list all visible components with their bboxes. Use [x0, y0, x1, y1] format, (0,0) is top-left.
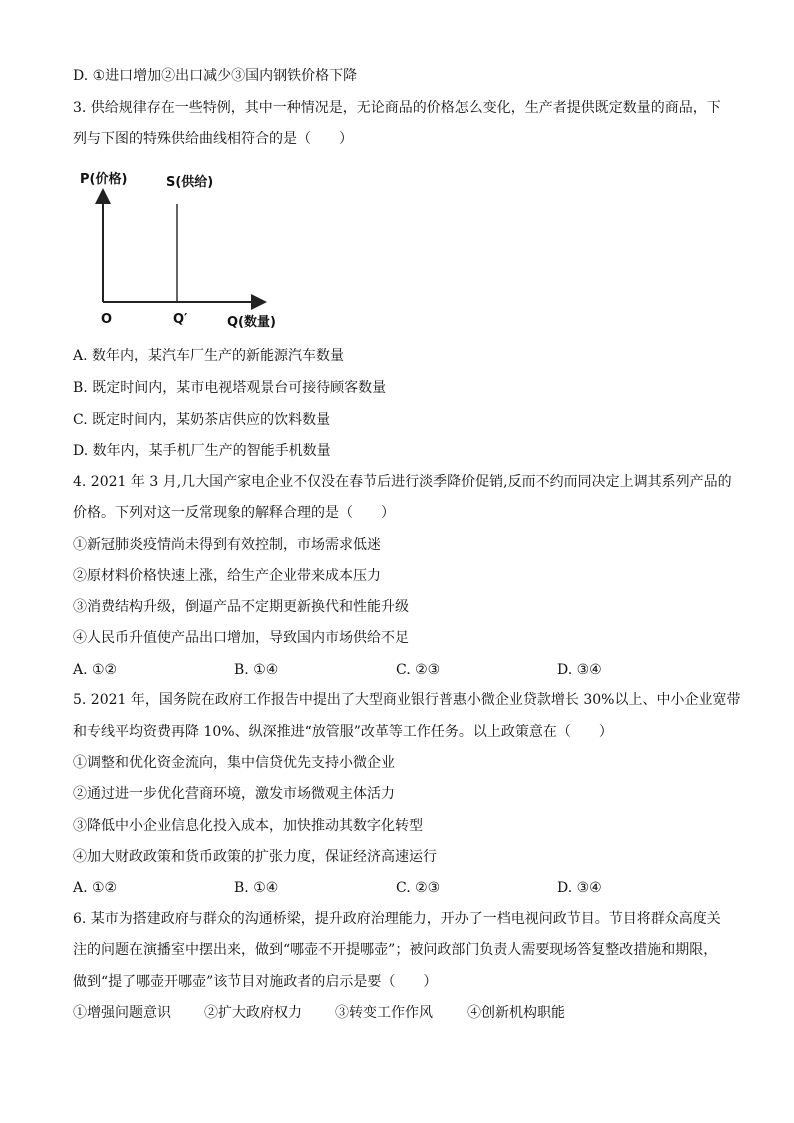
q5-choice-c: C. ②③ [396, 880, 441, 896]
q5-choice-a: A. ①② [73, 880, 118, 896]
q6-stem-line1: 6. 某市为搭建政府与群众的沟通桥梁，提升政府治理能力，开办了一档电视问政节目。节目将群众高度关 [73, 911, 721, 927]
q6-item-4: ④创新机构职能 [467, 1005, 565, 1021]
p-axis-label: P(价格) [80, 172, 128, 187]
q5-item-3: ③降低中小企业信息化投入成本，加快推动其数字化转型 [73, 818, 423, 834]
q5-item-4: ④加大财政政策和货币政策的扩张力度，保证经济高速运行 [73, 849, 437, 865]
s-curve-label: S(供给) [166, 175, 214, 190]
q5-choice-b: B. ①④ [234, 880, 279, 896]
q5-stem-line2: 和专线平均资费再降 10%、纵深推进“放管服”改革等工作任务。以上政策意在（ ） [73, 724, 613, 740]
q4-choice-b: B. ①④ [234, 662, 279, 678]
q6-item-1: ①增强问题意识 [73, 1005, 171, 1021]
q4-item-2: ②原材料价格快速上涨，给生产企业带来成本压力 [73, 568, 381, 584]
q6-item-3: ③转变工作作风 [335, 1005, 433, 1021]
q3-option-c: C. 既定时间内，某奶茶店供应的饮料数量 [73, 412, 331, 428]
q4-stem-line1: 4. 2021 年 3 月,几大国产家电企业不仅没在春节后进行淡季降价促销,反而不约而同决定上调其系列产品的 [73, 474, 732, 490]
q4-choice-d: D. ③④ [557, 662, 602, 678]
q3-option-a: A. 数年内，某汽车厂生产的新能源汽车数量 [73, 348, 345, 364]
q6-item-2: ②扩大政府权力 [204, 1005, 302, 1021]
origin-label: O [101, 312, 113, 327]
q4-stem-line2: 价格。下列对这一反常现象的解释合理的是（ ） [73, 505, 395, 521]
q3-stem-line2: 列与下图的特殊供给曲线相符合的是（ ） [73, 131, 353, 147]
q2-option-d: D. ①进口增加②出口减少③国内钢铁价格下降 [73, 68, 358, 84]
q4-item-4: ④人民币升值使产品出口增加，导致国内市场供给不足 [73, 630, 409, 646]
q4-choice-c: C. ②③ [396, 662, 441, 678]
q5-stem-line1: 5. 2021 年，国务院在政府工作报告中提出了大型商业银行普惠小微企业贷款增长 30%以上、中小企业宽带 [73, 692, 741, 708]
supply-curve-graph [70, 160, 300, 335]
q3-option-b: B. 既定时间内，某市电视塔观景台可接待顾客数量 [73, 380, 387, 396]
q4-item-1: ①新冠肺炎疫情尚未得到有效控制，市场需求低迷 [73, 537, 381, 553]
q-axis-label: Q(数量) [227, 315, 276, 330]
q6-stem-line2: 注的问题在演播室中摆出来，做到“哪壶不开提哪壶”；被问政部门负责人需要现场答复整改措施和期限， [73, 942, 718, 958]
q5-choice-d: D. ③④ [557, 880, 602, 896]
q-prime-label: Q′ [173, 312, 188, 327]
q3-option-d: D. 数年内，某手机厂生产的智能手机数量 [73, 443, 331, 459]
q3-stem-line1: 3. 供给规律存在一些特例，其中一种情况是，无论商品的价格怎么变化，生产者提供既定数量的商品，下 [73, 100, 721, 116]
q4-choice-a: A. ①② [73, 662, 118, 678]
q5-item-1: ①调整和优化资金流向，集中信贷优先支持小微企业 [73, 755, 395, 771]
q5-item-2: ②通过进一步优化营商环境，激发市场微观主体活力 [73, 786, 395, 802]
q6-stem-line3: 做到“提了哪壶开哪壶”该节目对施政者的启示是要（ ） [73, 974, 438, 990]
q4-item-3: ③消费结构升级，倒逼产品不定期更新换代和性能升级 [73, 599, 409, 615]
